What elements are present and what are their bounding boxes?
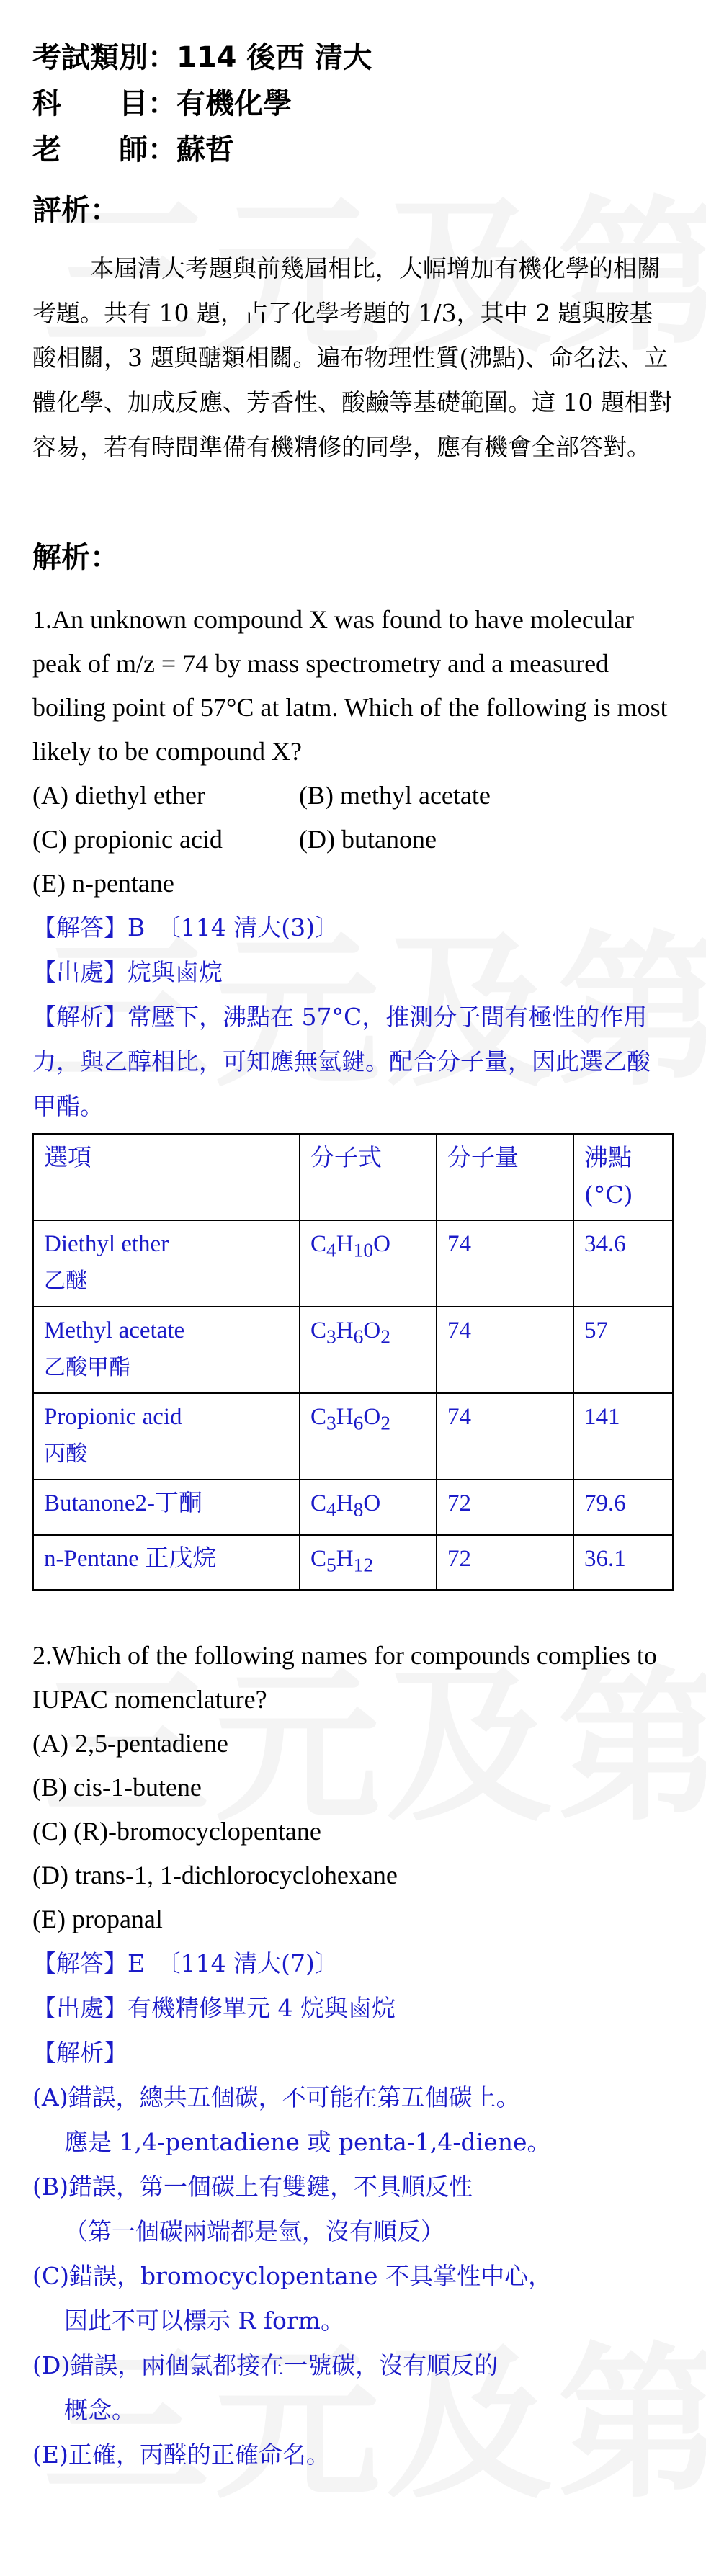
question-1-source: 【出處】烷與鹵烷: [32, 958, 223, 986]
question-1-explanation: 【解析】常壓下，沸點在 57°C，推測分子間有極性的作用力，與乙醇相比，可知應無氫鍵。配合分子量，因此選乙酸甲酯。: [32, 1003, 651, 1120]
explanation-point-c: (C)錯誤，bromocyclopentane 不具掌性中心，: [32, 2262, 553, 2291]
teacher-label: 老 師: [32, 133, 148, 166]
subject-label: 科 目: [32, 87, 148, 120]
option-e: (E) propanal: [32, 1905, 163, 1934]
table-row: [33, 1480, 673, 1535]
table-header: 分子式: [300, 1134, 437, 1220]
table-cell-mw: 72: [437, 1535, 573, 1591]
review-heading: 評析：: [32, 194, 119, 227]
option-c: (C) propionic acid: [32, 825, 223, 854]
question-1-answer: 【解答】B 〔114 清大(3)〕: [32, 913, 339, 942]
question-2-source: 【出處】有機精修單元 4 烷與鹵烷: [32, 1994, 396, 2023]
exam-category-value: 114 後西 清大: [176, 41, 372, 74]
teacher-row: 老 師 ： 蘇哲: [32, 127, 674, 173]
boiling-point-table: [32, 1133, 674, 1591]
explanation-point-c-cont: 因此不可以標示 R form。: [64, 2307, 344, 2335]
table-header: 沸點(°C): [573, 1134, 673, 1220]
exam-category-label: 考試類別: [32, 41, 148, 74]
table-cell-mw: 74: [437, 1307, 573, 1393]
option-a: (A) 2,5-pentadiene: [32, 1729, 228, 1758]
option-b: (B) cis-1-butene: [32, 1773, 202, 1802]
explanation-point-d-cont: 概念。: [64, 2396, 135, 2425]
table-cell-bp: 141: [573, 1393, 673, 1480]
question-2-explanation-title: 【解析】: [32, 2039, 128, 2067]
question-1-options-row-2: [32, 818, 674, 862]
table-cell-formula: $C_3H_6O_2$: [300, 1393, 437, 1480]
table-cell-bp: 79.6: [573, 1480, 673, 1535]
question-1-options-row-1: [32, 774, 674, 818]
table-cell-name: Propionic acid 丙酸: [33, 1393, 300, 1480]
solutions-heading: 解析：: [32, 541, 119, 574]
question-2-stem: 2.Which of the following names for compounds complies to IUPAC nomenclature?: [32, 1641, 657, 1714]
option-d: (D) butanone: [299, 825, 437, 854]
table-cell-bp: 36.1: [573, 1535, 673, 1591]
subject-value: 有機化學: [176, 87, 292, 120]
option-e: (E) n-pentane: [32, 869, 174, 898]
explanation-point-d: (D)錯誤，兩個氯都接在一號碳，沒有順反的: [32, 2351, 499, 2380]
review-paragraph: 本屆清大考題與前幾屆相比，大幅增加有機化學的相關考題。共有 10 題，占了化學考題的 1/3，其中 2 題與胺基酸相關，3 題與醣類相關。遍布物理性質(沸點)、命名法、立體化學、加成反應、芳香性、酸鹼等基礎範圍。這 10 題相對容易，若有時間準備有機精修的同學，應有機會全部答對。: [32, 254, 672, 461]
explanation-point-a: (A)錯誤，總共五個碳，不可能在第五個碳上。: [32, 2083, 520, 2112]
explanation-point-a-cont: 應是 1,4-pentadiene 或 penta-1,4-diene。: [64, 2128, 551, 2157]
option-d: (D) trans-1, 1-dichlorocyclohexane: [32, 1861, 398, 1890]
subject-row: 科 目 ： 有機化學: [32, 81, 674, 127]
table-cell-formula: $C_4H_{10}O$: [300, 1220, 437, 1307]
table-cell-mw: 74: [437, 1220, 573, 1307]
table-cell-name: Butanone2-丁酮: [33, 1480, 300, 1535]
table-row: [33, 1393, 673, 1480]
table-row: [33, 1535, 673, 1591]
table-cell-bp: 57: [573, 1307, 673, 1393]
teacher-value: 蘇哲: [176, 133, 234, 166]
option-c: (C) (R)-bromocyclopentane: [32, 1817, 321, 1846]
table-header: 選項: [33, 1134, 300, 1220]
question-2-answer: 【解答】E 〔114 清大(7)〕: [32, 1949, 339, 1978]
table-cell-formula: $C_5H_{12}$: [300, 1535, 437, 1591]
explanation-point-b-cont: （第一個碳兩端都是氫，沒有順反）: [64, 2217, 444, 2246]
table-cell-name: Methyl acetate 乙酸甲酯: [33, 1307, 300, 1393]
table-cell-mw: 74: [437, 1393, 573, 1480]
table-cell-mw: 72: [437, 1480, 573, 1535]
table-cell-formula: $C_3H_6O_2$: [300, 1307, 437, 1393]
exam-category-row: 考試類別 ： 114 後西 清大: [32, 35, 674, 81]
table-header-row: [33, 1134, 673, 1220]
table-row: [33, 1307, 673, 1393]
table-row: [33, 1220, 673, 1307]
explanation-point-b: (B)錯誤，第一個碳上有雙鍵，不具順反性: [32, 2173, 473, 2201]
option-a: (A) diethyl ether: [32, 781, 205, 810]
explanation-point-e: (E)正確，丙醛的正確命名。: [32, 2441, 330, 2469]
table-cell-name: n-Pentane 正戊烷: [33, 1535, 300, 1591]
table-cell-formula: $C_4H_8O$: [300, 1480, 437, 1535]
option-b: (B) methyl acetate: [299, 781, 491, 810]
table-cell-bp: 34.6: [573, 1220, 673, 1307]
question-1-stem: 1.An unknown compound X was found to have molecular peak of m/z = 74 by mass spectrometry and a measured boiling point of 57°C at latm. Which of the following is most likely to be compound X?: [32, 605, 668, 766]
table-header: 分子量: [437, 1134, 573, 1220]
table-cell-name: Diethyl ether 乙醚: [33, 1220, 300, 1307]
